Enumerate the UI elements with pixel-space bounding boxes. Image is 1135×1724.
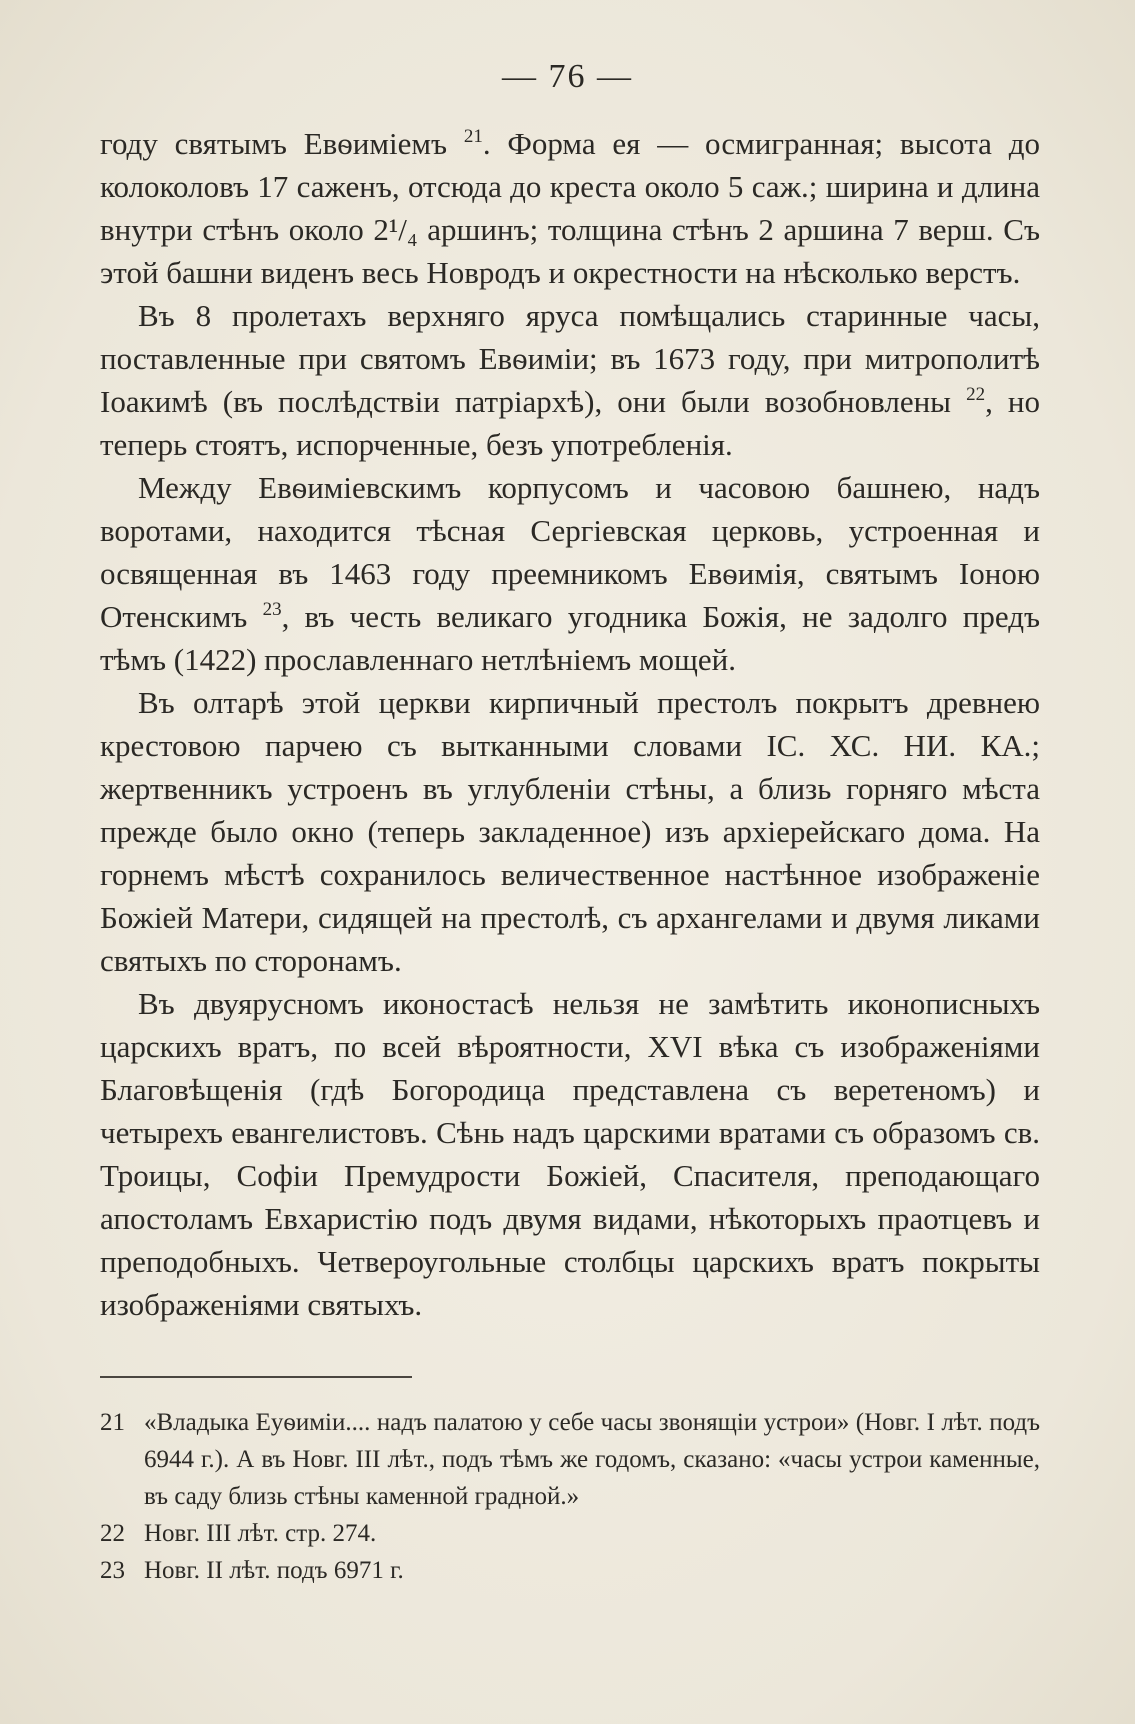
footnote-ref-21[interactable]: 21 — [463, 126, 483, 147]
footnote-text: Новг. II лѣт. подъ 6971 г. — [144, 1557, 404, 1584]
page-number: — 76 — — [502, 58, 633, 95]
footnote-divider — [100, 1376, 412, 1378]
paragraph-3-text: Между Евѳиміевскимъ корпусомъ и часовою башнею, надъ воротами, находится тѣсная Сергіевская церковь, устроенная и освященная въ 1463 году преемникомъ Евѳимія, святымъ Іоною Отенскимъ — [100, 470, 1040, 634]
paragraph-1-text: году святымъ Евѳиміемъ — [100, 126, 464, 161]
footnote-text: Новг. III лѣт. стр. 274. — [144, 1520, 377, 1547]
paragraph-3 — [100, 466, 1040, 681]
paragraph-5 — [100, 982, 1040, 1326]
paragraph-2-text: Въ 8 пролетахъ верхняго яруса помѣщались старинные часы, поставленные при святомъ Евѳиміи; въ 1673 году, при митрополитѣ Іоакимѣ (въ послѣдствіи патріархѣ), они были возобновлены — [100, 298, 1040, 419]
footnote-number: 22 — [100, 1520, 125, 1547]
paragraph-5-text: Въ двуярусномъ иконостасѣ нельзя не замѣтить иконописныхъ царскихъ вратъ, по всей вѣроятности, XVI вѣка съ изображеніями Благовѣщенія (гдѣ Богородица представлена съ веретеномъ) и четырехъ евангелистовъ. Сѣнь надъ царскими вратами съ образомъ св. Троицы, Софіи Премудрости Божіей, Спасителя, преподающаго апостоламъ Евхаристію подъ двумя видами, нѣкоторыхъ праотцевъ и преподобныхъ. Четвероугольные столбцы царскихъ вратъ покрыты изображеніями святыхъ. — [100, 986, 1040, 1322]
footnote-ref-22[interactable]: 22 — [966, 384, 986, 405]
footnotes — [100, 1404, 1040, 1589]
footnote-21 — [100, 1404, 1040, 1515]
paragraph-1-text-cont: . Форма ея — осмигранная; высота до колоколовъ 17 саженъ, отсюда до креста около 5 саж.; ширина и длина внутри стѣнъ около 2¹/₄ аршинъ; толщина стѣнъ 2 аршина 7 верш. Съ этой башни виденъ весь Новродъ и окрестности на нѣсколько верстъ. — [100, 126, 1040, 290]
footnote-22 — [100, 1515, 1040, 1552]
footnote-number: 21 — [100, 1409, 125, 1436]
paragraph-4-text: Въ олтарѣ этой церкви кирпичный престолъ покрытъ древнею крестовою парчею съ вытканными словами IС. ХС. НИ. КА.; жертвенникъ устроенъ въ углубленіи стѣны, а близь горняго мѣста прежде было окно (теперь закладенное) изъ архіерейскаго дома. На горнемъ мѣстѣ сохранилось величественное настѣнное изображеніе Божіей Матери, сидящей на престолѣ, съ архангелами и двумя ликами святыхъ по сторонамъ. — [100, 685, 1040, 978]
footnote-text: «Владыка Еуѳиміи.... надъ палатою у себе часы звонящіи устрои» (Новг. I лѣт. подъ 6944 г.). А въ Новг. III лѣт., подъ тѣмъ же годомъ, сказано: «часы устрои каменные, въ саду близь стѣны каменной градной.» — [144, 1409, 1040, 1510]
paragraph-1 — [100, 122, 1040, 294]
paragraph-2 — [100, 294, 1040, 466]
footnote-23 — [100, 1552, 1040, 1589]
paragraph-2-text-cont: , но теперь стоятъ, испорченные, безъ употребленія. — [100, 384, 1041, 462]
footnote-number: 23 — [100, 1557, 125, 1584]
footnote-ref-23[interactable]: 23 — [262, 599, 282, 620]
paragraph-3-text-cont: , въ честь великаго угодника Божія, не задолго предъ тѣмъ (1422) прославленнаго нетлѣніемъ мощей. — [100, 599, 1041, 677]
main-text — [100, 122, 1040, 1326]
paragraph-4 — [100, 681, 1040, 982]
